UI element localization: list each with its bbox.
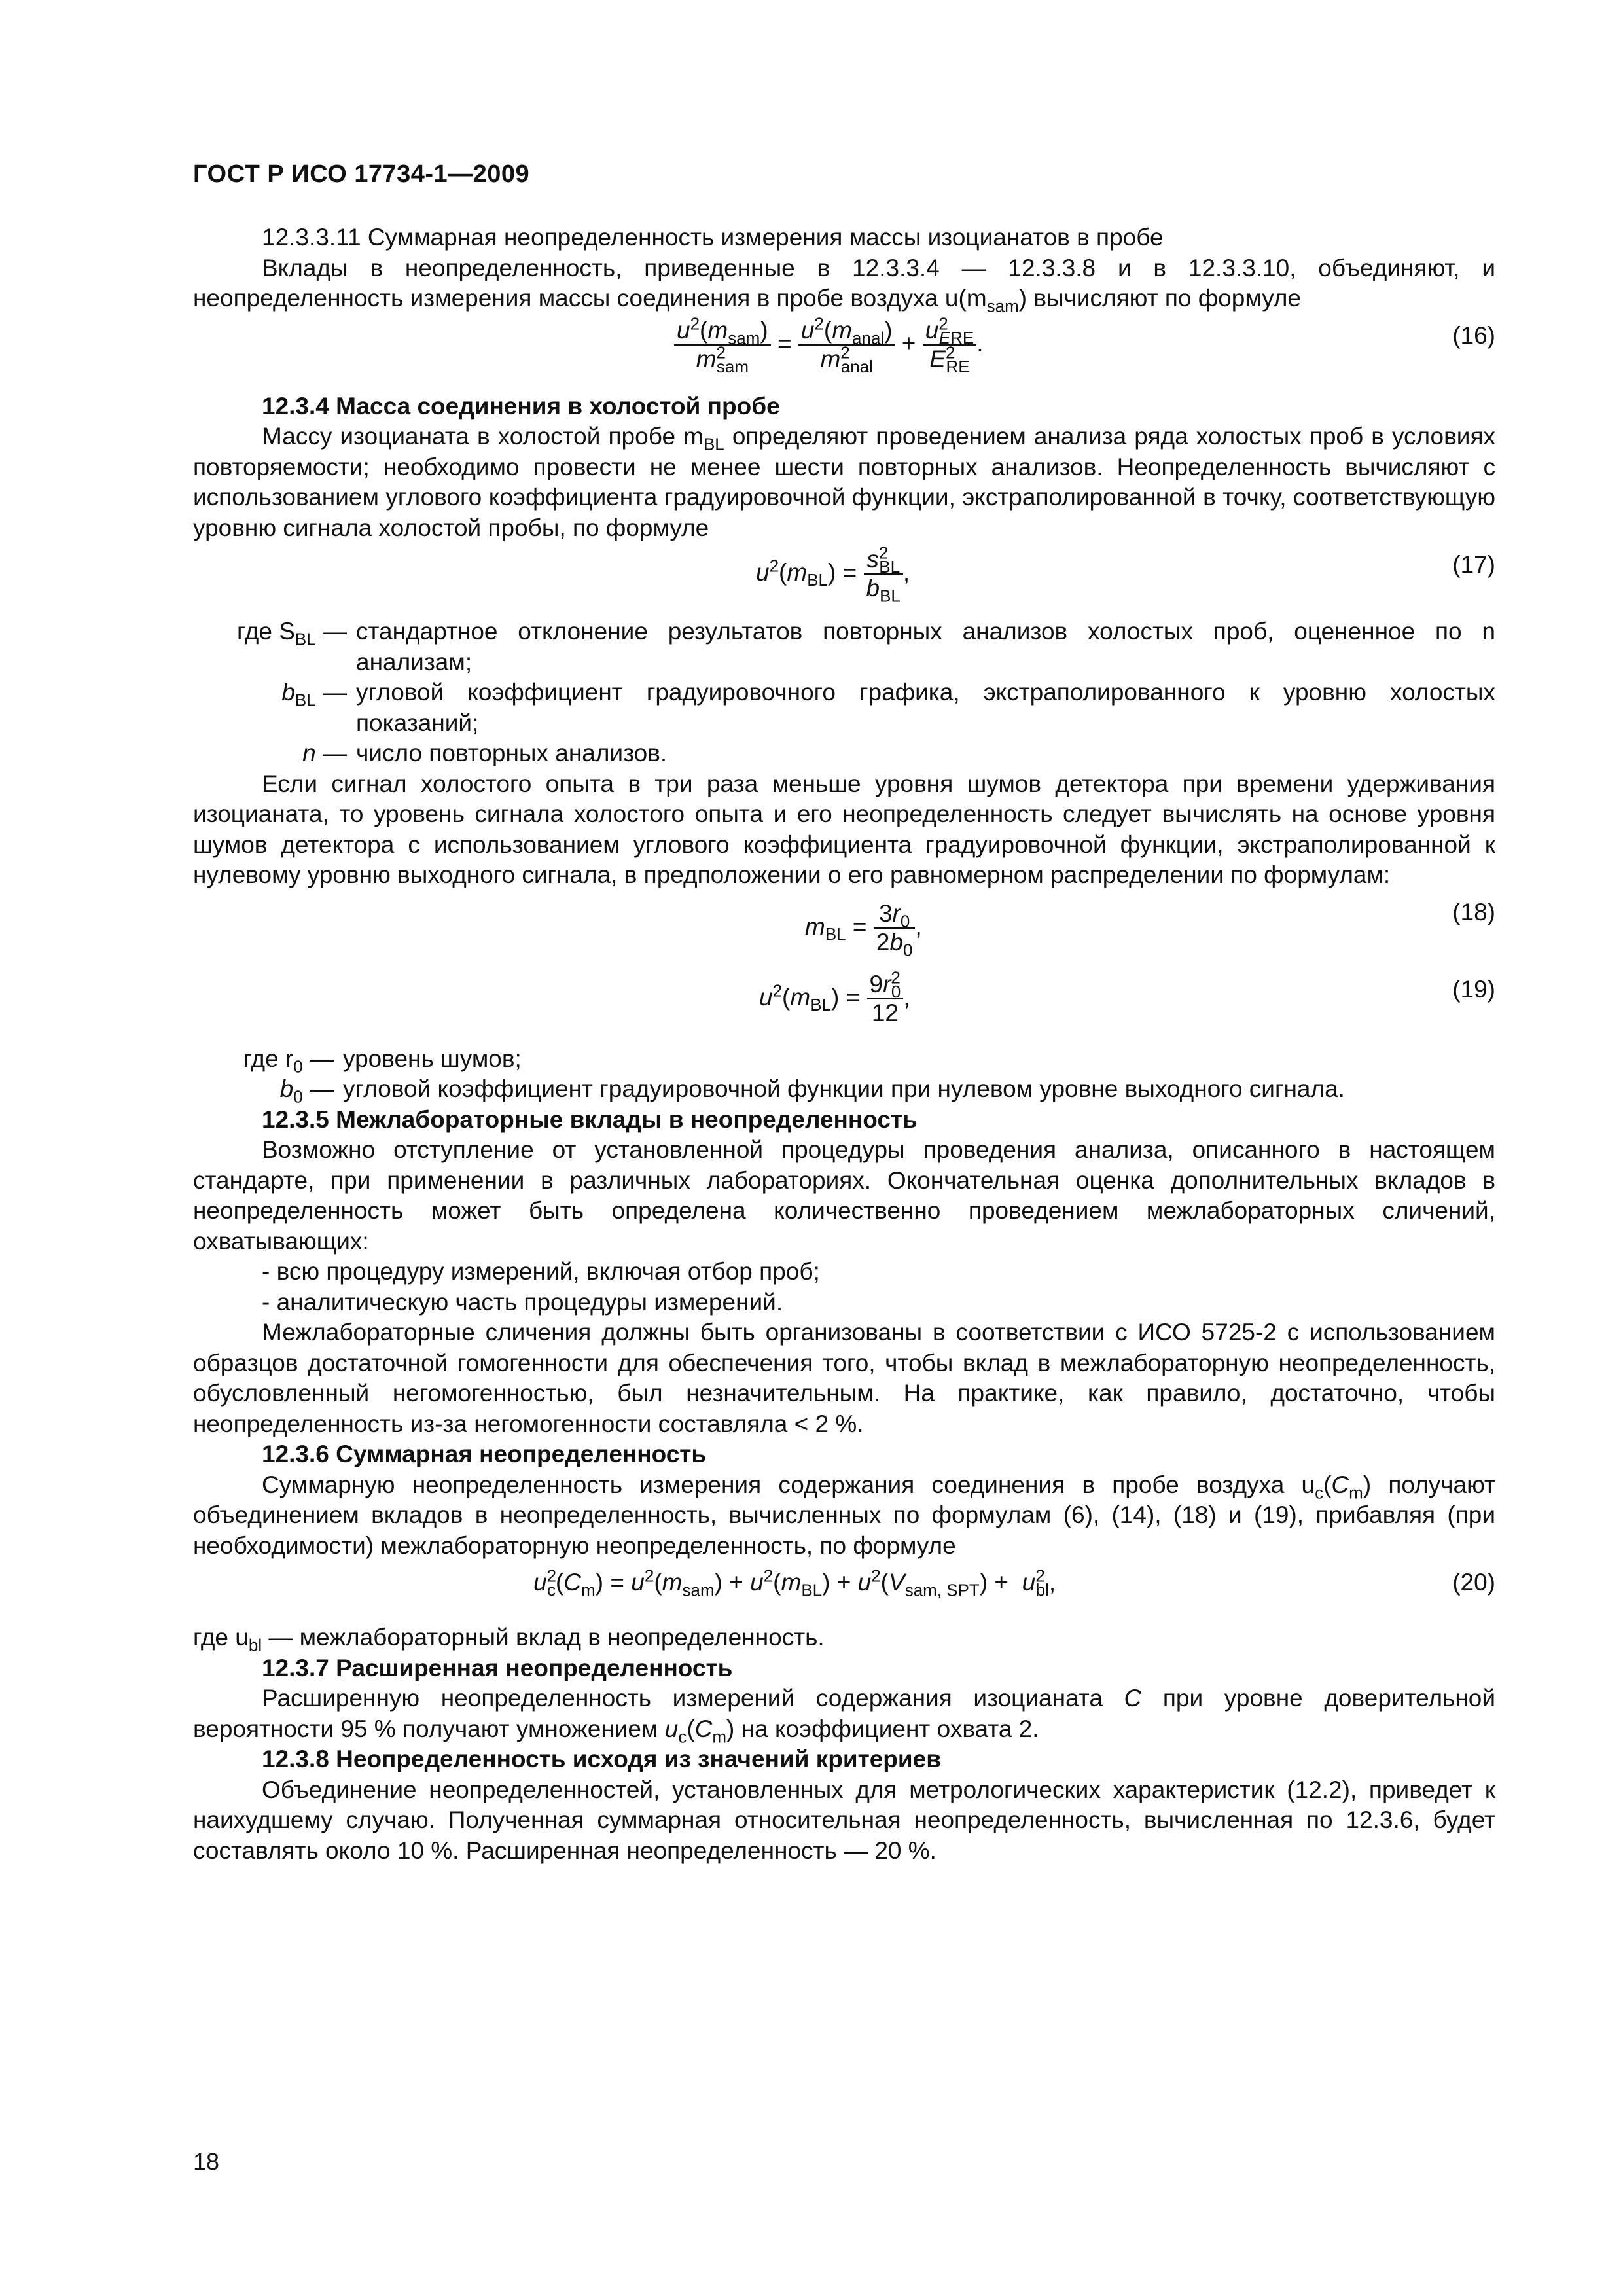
section-heading-12-3-6: 12.3.6 Суммарная неопределенность xyxy=(262,1441,707,1467)
formula-number: (19) xyxy=(1452,975,1495,1003)
formula-number: (18) xyxy=(1452,898,1495,925)
paragraph-12-3-8: Объединение неопределенностей, установленных для метрологических характеристик (12.2), приведет к наихудшему случаю. Полученная суммарная относительная неопределенность, вычисленная по 12.3.6, будет составлять около 10 %. Расширенная неопределенность — 20 %. xyxy=(193,1776,1495,1864)
paragraph-12-3-6: Суммарную неопределенность измерения содержания соединения в пробе воздуха $u_c(C_m)$ получают объединением вкладов в неопределенность, вычисленных по формулам (6), (14), (18) и (19), прибавляя (при необходимости) межлабораторную неопределенность, по формуле xyxy=(193,1471,1495,1559)
paragraph-12-3-5-b: Межлабораторные сличения должны быть организованы в соответствии с ИСО 5725-2 с использованием образцов достаточной гомогенности для обеспечения того, чтобы вклад в межлабораторную неопределенность, обусловленный негомогенностью, был незначительным. На практике, как правило, достаточно, чтобы неопределенность из-за негомогенности составляла < 2 %. xyxy=(193,1319,1495,1437)
document-header: ГОСТ Р ИСО 17734-1—2009 xyxy=(193,160,530,188)
definition-row: где $S_{BL}$ — стандартное отклонение результатов повторных анализов холостых проб, оцененное по n анализам; xyxy=(236,618,1495,675)
formula-18: $m_{BL}$ = $\frac{3r_0}{2b_0}$ , (18) xyxy=(805,898,1495,960)
section-heading-12-3-8: 12.3.8 Неопределенность исходя из значений критериев xyxy=(262,1746,941,1772)
formula-number: (16) xyxy=(1452,321,1495,349)
page-number: 18 xyxy=(193,2148,220,2175)
subsection-title-12-3-3-11: 12.3.3.11 Суммарная неопределенность измерения массы изоцианатов в пробе xyxy=(262,224,1164,251)
formula-19: $u^2(m_{BL})$ = $\frac{9r^2_0}{12}$ , (19) xyxy=(759,967,1495,1026)
definition-bl: где $u_{bl}$ — межлабораторный вклад в неопределенность. xyxy=(193,1624,825,1655)
list-item: - всю процедуру измерений, включая отбор проб; xyxy=(262,1258,820,1285)
definition-row: где $r_0$ — уровень шумов; xyxy=(243,1045,522,1076)
section-heading-12-3-4: 12.3.4 Масса соединения в холостой пробе xyxy=(262,392,780,420)
definition-row: $b_{BL}$ — угловой коэффициент градуировочного графика, экстраполированного к уровню холостых показаний; xyxy=(281,679,1495,736)
formula-number: (17) xyxy=(1452,551,1495,578)
paragraph-12-3-4: Массу изоцианата в холостой пробе $m_{BL}$ определяют проведением анализа ряда холостых проб в условиях повторяемости; необходимо провести не менее шести повторных анализов. Неопределенность вычисляют с использованием углового коэффициента градуировочной функции, экстраполированной в точку, соответствующую уровню сигнала холостой пробы, по формуле xyxy=(193,423,1495,541)
list-item: - аналитическую часть процедуры измерений. xyxy=(262,1288,783,1316)
paragraph-12-3-3-11: Вклады в неопределенность, приведенные в 12.3.3.4 — 12.3.3.8 и в 12.3.3.10, объединяют, и неопределенность измерения массы соединения в пробе воздуха $u(m_{sam})$ вычисляют по формуле xyxy=(193,254,1495,316)
formula-16: $\frac{u^2(m_{sam})}{m^2_{sam}}$ = $\frac{u^2(m_{anal})}{m^2_{anal}}$ + $\frac{u^2_{ERE}}{E^2_{RE}}$ . (16) xyxy=(193,314,1495,391)
formula-number: (20) xyxy=(1452,1569,1495,1596)
definition-row: $b_0$ — угловой коэффициент градуировочной функции при нулевом уровне выходного сигнала. xyxy=(279,1075,1345,1107)
paragraph-12-3-7: Расширенную неопределенность измерений содержания изоцианата C при уровне доверительной вероятности 95 % получают умножением $u_c(C_m)$ на коэффициент охвата 2. xyxy=(193,1685,1495,1746)
definition-row: n — число повторных анализов. xyxy=(302,740,668,766)
formula-17: $u^2(m_{BL})$ = $\frac{s^2_{BL}}{b_{BL}}$ , (17) xyxy=(756,543,1495,606)
formula-20: $u^2_c(C_m) = u^2(m_{sam}) + u^2(m_{BL}) + u^2(V_{sam, SPT}) + u^2_{bl}$, (20) xyxy=(533,1566,1495,1600)
page-content xyxy=(193,223,1495,1866)
paragraph-noise: Если сигнал холостого опыта в три раза меньше уровня шумов детектора при времени удерживания изоцианата, то уровень сигнала холостого опыта и его неопределенность следует вычислять на основе уровня шумов детектора с использованием углового коэффициента градуировочной функции, экстраполированной к нулевому уровню выходного сигнала, в предположении о его равномерном распределении по формулам: xyxy=(193,770,1495,888)
paragraph-12-3-5: Возможно отступление от установленной процедуры проведения анализа, описанного в настоящем стандарте, при применении в различных лабораториях. Окончательная оценка дополнительных вкладов в неопределенность может быть определена количественно проведением межлабораторных сличений, охватывающих: xyxy=(193,1136,1495,1255)
definitions-list-2 xyxy=(193,1044,1495,1105)
section-heading-12-3-7: 12.3.7 Расширенная неопределенность xyxy=(262,1654,733,1681)
definitions-list-1 xyxy=(193,617,1495,769)
section-heading-12-3-5: 12.3.5 Межлабораторные вклады в неопределенность xyxy=(262,1105,918,1133)
